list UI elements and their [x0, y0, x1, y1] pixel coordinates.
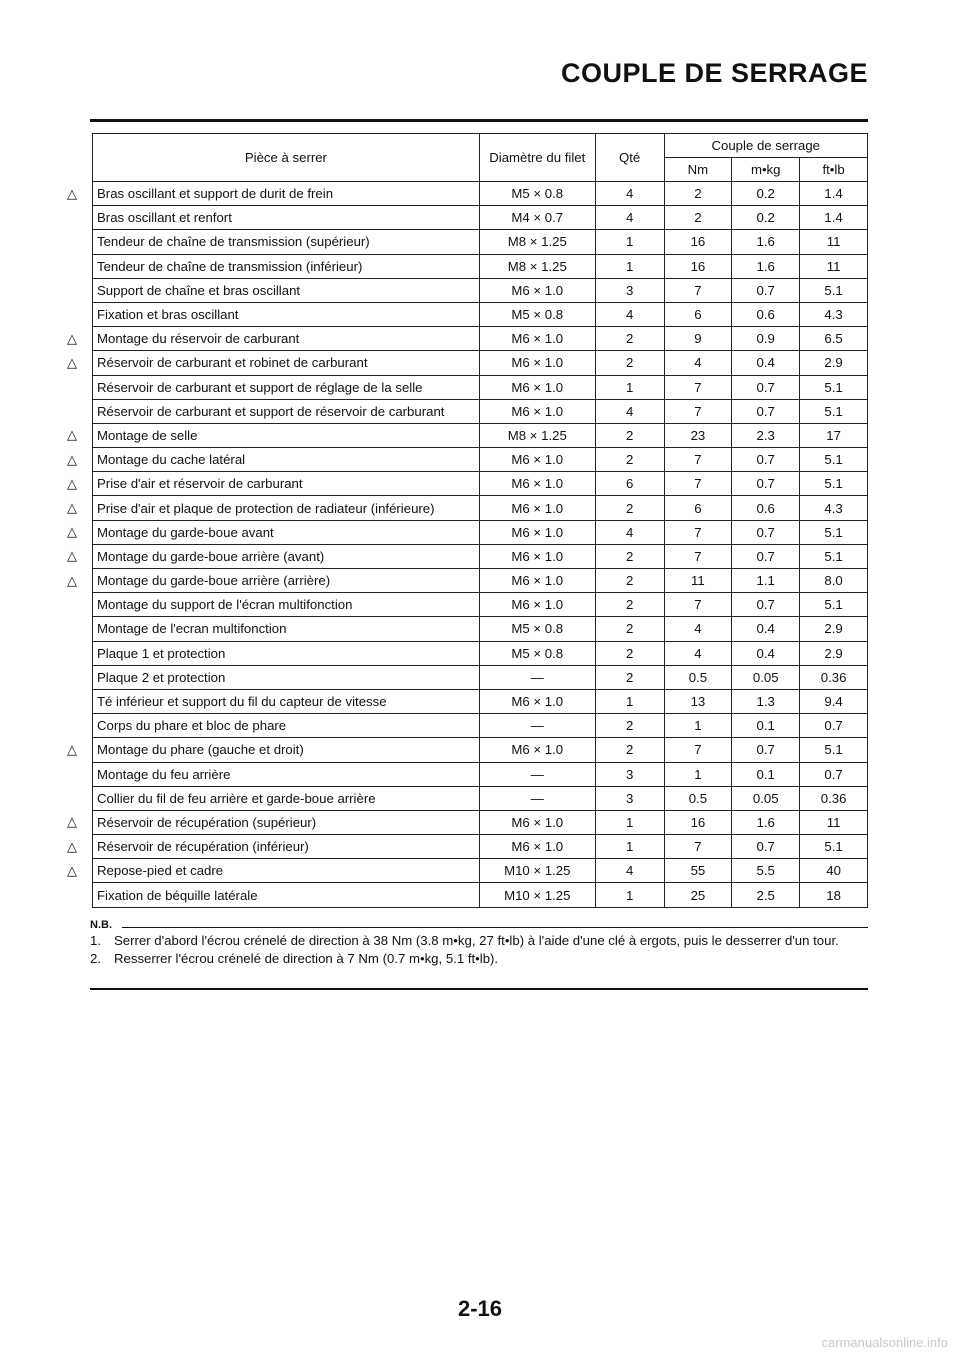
table-row: [93, 544, 868, 568]
ftlb-cell: 11: [800, 810, 868, 834]
diameter-cell: M5 × 0.8: [479, 641, 595, 665]
qty-cell: 4: [595, 302, 664, 326]
diameter-cell: M6 × 1.0: [479, 593, 595, 617]
mkg-cell: 0.6: [732, 496, 800, 520]
ftlb-cell: 5.1: [800, 738, 868, 762]
piece-cell: [93, 641, 480, 665]
nm-cell: 9: [664, 327, 732, 351]
qty-cell: 1: [595, 810, 664, 834]
mkg-cell: 0.7: [732, 738, 800, 762]
diameter-cell: M6 × 1.0: [479, 448, 595, 472]
piece-cell: [67, 182, 480, 206]
piece-text: Corps du phare et bloc de phare: [97, 718, 287, 734]
table-row: [93, 810, 868, 834]
piece-text: Montage du phare (gauche et droit): [97, 742, 304, 758]
ftlb-cell: 5.1: [800, 399, 868, 423]
piece-text: Montage de l'ecran multifonction: [97, 621, 287, 637]
table-row: [93, 278, 868, 302]
ftlb-cell: 17: [800, 423, 868, 447]
piece-cell: [93, 302, 480, 326]
table-row: [93, 883, 868, 907]
mkg-cell: 0.9: [732, 327, 800, 351]
nm-cell: 13: [664, 689, 732, 713]
mkg-cell: 0.2: [732, 206, 800, 230]
diameter-cell: M6 × 1.0: [479, 689, 595, 713]
piece-cell: [93, 617, 480, 641]
table-row: [93, 206, 868, 230]
piece-cell: [93, 762, 480, 786]
table-row: [93, 182, 868, 206]
diameter-cell: M6 × 1.0: [479, 810, 595, 834]
qty-cell: 2: [595, 593, 664, 617]
qty-cell: 3: [595, 786, 664, 810]
header-mkg: m•kg: [732, 158, 800, 182]
piece-text: Bras oscillant et support de durit de frein: [97, 186, 334, 202]
piece-text: Prise d'air et réservoir de carburant: [97, 476, 303, 492]
page-title: COUPLE DE SERRAGE: [560, 58, 868, 88]
mkg-cell: 0.6: [732, 302, 800, 326]
mkg-cell: 0.4: [732, 617, 800, 641]
piece-text: Montage du cache latéral: [97, 452, 246, 468]
triangle-mark-icon: △: [67, 862, 77, 878]
diameter-cell: —: [479, 762, 595, 786]
ftlb-cell: 1.4: [800, 182, 868, 206]
nm-cell: 11: [664, 569, 732, 593]
ftlb-cell: 2.9: [800, 641, 868, 665]
mkg-cell: 0.7: [732, 593, 800, 617]
mkg-cell: 1.6: [732, 254, 800, 278]
qty-cell: 1: [595, 835, 664, 859]
table-row: [93, 859, 868, 883]
diameter-cell: M6 × 1.0: [479, 327, 595, 351]
mkg-cell: 0.4: [732, 641, 800, 665]
nm-cell: 2: [664, 182, 732, 206]
piece-cell: [93, 665, 480, 689]
nm-cell: 23: [664, 423, 732, 447]
table-row: [93, 569, 868, 593]
diameter-cell: M8 × 1.25: [479, 230, 595, 254]
ftlb-cell: 18: [800, 883, 868, 907]
triangle-mark-icon: △: [67, 451, 77, 467]
piece-text: Montage du garde-boue avant: [97, 524, 274, 540]
table-row: [93, 302, 868, 326]
bottom-rule: [90, 988, 868, 990]
qty-cell: 2: [595, 617, 664, 641]
ftlb-cell: 1.4: [800, 206, 868, 230]
mkg-cell: 2.3: [732, 423, 800, 447]
piece-text: Réservoir de carburant et robinet de carburant: [97, 355, 368, 371]
ftlb-cell: 2.9: [800, 351, 868, 375]
mkg-cell: 0.7: [732, 544, 800, 568]
nm-cell: 1: [664, 762, 732, 786]
nm-cell: 7: [664, 520, 732, 544]
ftlb-cell: 0.7: [800, 762, 868, 786]
nm-cell: 7: [664, 375, 732, 399]
piece-cell: [67, 835, 480, 859]
diameter-cell: —: [479, 786, 595, 810]
table-row: [93, 399, 868, 423]
table-row: [93, 423, 868, 447]
diameter-cell: M6 × 1.0: [479, 520, 595, 544]
diameter-cell: M8 × 1.25: [479, 254, 595, 278]
ftlb-cell: 11: [800, 254, 868, 278]
table-row: [93, 835, 868, 859]
nm-cell: 16: [664, 810, 732, 834]
diameter-cell: M8 × 1.25: [479, 423, 595, 447]
nm-cell: 7: [664, 399, 732, 423]
header-piece: Pièce à serrer: [93, 134, 480, 182]
mkg-cell: 1.6: [732, 230, 800, 254]
piece-cell: [67, 351, 480, 375]
nm-cell: 0.5: [664, 665, 732, 689]
mkg-cell: 0.1: [732, 714, 800, 738]
nm-cell: 4: [664, 641, 732, 665]
diameter-cell: M6 × 1.0: [479, 738, 595, 762]
ftlb-cell: 0.36: [800, 665, 868, 689]
header-diameter: Diamètre du filet: [479, 134, 595, 182]
qty-cell: 1: [595, 375, 664, 399]
watermark: carmanualsonline.info: [821, 1335, 948, 1350]
piece-cell: [93, 206, 480, 230]
diameter-cell: M6 × 1.0: [479, 375, 595, 399]
note-item: [90, 932, 868, 950]
notes-list: [90, 932, 868, 968]
piece-text: Repose-pied et cadre: [97, 863, 224, 879]
diameter-cell: M6 × 1.0: [479, 399, 595, 423]
ftlb-cell: 5.1: [800, 544, 868, 568]
mkg-cell: 0.05: [732, 665, 800, 689]
qty-cell: 2: [595, 544, 664, 568]
nm-cell: 16: [664, 230, 732, 254]
table-row: [93, 351, 868, 375]
qty-cell: 4: [595, 206, 664, 230]
diameter-cell: M5 × 0.8: [479, 617, 595, 641]
piece-text: Réservoir de carburant et support de réglage de la selle: [97, 379, 423, 395]
mkg-cell: 1.6: [732, 810, 800, 834]
mkg-cell: 0.7: [732, 520, 800, 544]
diameter-cell: M6 × 1.0: [479, 472, 595, 496]
nm-cell: 2: [664, 206, 732, 230]
nm-cell: 7: [664, 835, 732, 859]
triangle-mark-icon: △: [67, 572, 77, 588]
piece-cell: [67, 520, 480, 544]
diameter-cell: M6 × 1.0: [479, 835, 595, 859]
qty-cell: 1: [595, 883, 664, 907]
mkg-cell: 0.7: [732, 472, 800, 496]
piece-text: Montage du support de l'écran multifonction: [97, 597, 353, 613]
qty-cell: 2: [595, 496, 664, 520]
piece-text: Support de chaîne et bras oscillant: [97, 282, 301, 298]
piece-text: Bras oscillant et renfort: [97, 210, 232, 226]
triangle-mark-icon: △: [67, 814, 77, 830]
piece-cell: [67, 423, 480, 447]
piece-text: Montage de selle: [97, 427, 198, 443]
piece-text: Montage du garde-boue arrière (arrière): [97, 573, 331, 589]
table-row: [93, 738, 868, 762]
piece-text: Collier du fil de feu arrière et garde-boue arrière: [97, 790, 376, 806]
qty-cell: 2: [595, 448, 664, 472]
table-row: [93, 641, 868, 665]
mkg-cell: 0.7: [732, 835, 800, 859]
piece-cell: [67, 738, 480, 762]
ftlb-cell: 5.1: [800, 835, 868, 859]
ftlb-cell: 5.1: [800, 472, 868, 496]
triangle-mark-icon: △: [67, 838, 77, 854]
table-row: [93, 496, 868, 520]
header-ftlb: ft•lb: [800, 158, 868, 182]
nm-cell: 7: [664, 278, 732, 302]
table-row: [93, 665, 868, 689]
diameter-cell: M6 × 1.0: [479, 351, 595, 375]
qty-cell: 2: [595, 351, 664, 375]
table-row: [93, 230, 868, 254]
piece-cell: [67, 496, 480, 520]
piece-cell: [93, 278, 480, 302]
ftlb-cell: 8.0: [800, 569, 868, 593]
ftlb-cell: 5.1: [800, 278, 868, 302]
qty-cell: 2: [595, 423, 664, 447]
diameter-cell: M5 × 0.8: [479, 182, 595, 206]
qty-cell: 3: [595, 762, 664, 786]
note-text: Resserrer l'écrou crénelé de direction à 7 Nm (0.7 m•kg, 5.1 ft•lb).: [114, 951, 499, 966]
diameter-cell: M6 × 1.0: [479, 569, 595, 593]
nm-cell: 7: [664, 544, 732, 568]
torque-table: [67, 133, 868, 908]
ftlb-cell: 40: [800, 859, 868, 883]
piece-text: Réservoir de récupération (supérieur): [97, 814, 317, 830]
ftlb-cell: 4.3: [800, 302, 868, 326]
piece-cell: [93, 689, 480, 713]
piece-cell: [93, 883, 480, 907]
qty-cell: 2: [595, 738, 664, 762]
piece-cell: [67, 327, 480, 351]
piece-cell: [93, 714, 480, 738]
notes-label: N.B.: [90, 919, 112, 931]
triangle-mark-icon: △: [67, 475, 77, 491]
piece-cell: [67, 859, 480, 883]
diameter-cell: M10 × 1.25: [479, 883, 595, 907]
diameter-cell: M6 × 1.0: [479, 544, 595, 568]
table-row: [93, 520, 868, 544]
table-row: [93, 448, 868, 472]
qty-cell: 1: [595, 254, 664, 278]
mkg-cell: 0.4: [732, 351, 800, 375]
mkg-cell: 0.05: [732, 786, 800, 810]
ftlb-cell: 0.7: [800, 714, 868, 738]
title-rule: [90, 119, 868, 122]
triangle-mark-icon: △: [67, 500, 77, 516]
mkg-cell: 0.7: [732, 278, 800, 302]
qty-cell: 2: [595, 327, 664, 351]
diameter-cell: —: [479, 665, 595, 689]
piece-text: Tendeur de chaîne de transmission (inférieur): [97, 258, 363, 274]
nm-cell: 4: [664, 617, 732, 641]
piece-cell: [67, 448, 480, 472]
nm-cell: 7: [664, 593, 732, 617]
table-row: [93, 762, 868, 786]
header-qty: Qté: [595, 134, 664, 182]
ftlb-cell: 6.5: [800, 327, 868, 351]
diameter-cell: M6 × 1.0: [479, 496, 595, 520]
qty-cell: 3: [595, 278, 664, 302]
note-number: 2.: [90, 951, 101, 966]
table-body: [67, 182, 868, 908]
table-row: [93, 593, 868, 617]
note-text: Serrer d'abord l'écrou crénelé de direction à 38 Nm (3.8 m•kg, 27 ft•lb) à l'aide d'une clé à ergots, puis le desserrer d'un tour.: [114, 933, 839, 948]
diameter-cell: —: [479, 714, 595, 738]
qty-cell: 1: [595, 689, 664, 713]
diameter-cell: M6 × 1.0: [479, 278, 595, 302]
piece-cell: [93, 375, 480, 399]
diameter-cell: M4 × 0.7: [479, 206, 595, 230]
piece-text: Réservoir de carburant et support de réservoir de carburant: [97, 403, 445, 419]
piece-text: Montage du feu arrière: [97, 766, 231, 782]
table-row: [93, 714, 868, 738]
piece-text: Tendeur de chaîne de transmission (supérieur): [97, 234, 370, 250]
qty-cell: 4: [595, 520, 664, 544]
mkg-cell: 2.5: [732, 883, 800, 907]
mkg-cell: 0.1: [732, 762, 800, 786]
piece-text: Té inférieur et support du fil du capteur de vitesse: [97, 694, 387, 710]
qty-cell: 2: [595, 641, 664, 665]
qty-cell: 6: [595, 472, 664, 496]
qty-cell: 1: [595, 230, 664, 254]
ftlb-cell: 5.1: [800, 593, 868, 617]
piece-text: Plaque 1 et protection: [97, 645, 226, 661]
table-row: [93, 327, 868, 351]
piece-cell: [93, 593, 480, 617]
ftlb-cell: 4.3: [800, 496, 868, 520]
note-number: 1.: [90, 933, 101, 948]
triangle-mark-icon: △: [67, 524, 77, 540]
mkg-cell: 0.2: [732, 182, 800, 206]
nm-cell: 1: [664, 714, 732, 738]
ftlb-cell: 2.9: [800, 617, 868, 641]
table-row: [93, 254, 868, 278]
nm-cell: 7: [664, 738, 732, 762]
ftlb-cell: 11: [800, 230, 868, 254]
triangle-mark-icon: △: [67, 354, 77, 370]
table-header: [93, 134, 868, 182]
mkg-cell: 0.7: [732, 375, 800, 399]
nm-cell: 25: [664, 883, 732, 907]
ftlb-cell: 5.1: [800, 520, 868, 544]
table-row: [93, 786, 868, 810]
piece-cell: [93, 230, 480, 254]
mkg-cell: 0.7: [732, 399, 800, 423]
ftlb-cell: 5.1: [800, 375, 868, 399]
nm-cell: 4: [664, 351, 732, 375]
piece-text: Montage du garde-boue arrière (avant): [97, 548, 325, 564]
ftlb-cell: 9.4: [800, 689, 868, 713]
nm-cell: 6: [664, 496, 732, 520]
mkg-cell: 1.3: [732, 689, 800, 713]
qty-cell: 4: [595, 859, 664, 883]
triangle-mark-icon: △: [67, 427, 77, 443]
nm-cell: 7: [664, 448, 732, 472]
triangle-mark-icon: △: [67, 548, 77, 564]
qty-cell: 4: [595, 182, 664, 206]
piece-cell: [93, 254, 480, 278]
piece-text: Réservoir de récupération (inférieur): [97, 839, 309, 855]
qty-cell: 2: [595, 714, 664, 738]
mkg-cell: 0.7: [732, 448, 800, 472]
nm-cell: 7: [664, 472, 732, 496]
triangle-mark-icon: △: [67, 741, 77, 757]
piece-cell: [67, 544, 480, 568]
ftlb-cell: 5.1: [800, 448, 868, 472]
piece-text: Montage du réservoir de carburant: [97, 331, 300, 347]
note-item: [90, 950, 868, 968]
table-row: [93, 375, 868, 399]
diameter-cell: M10 × 1.25: [479, 859, 595, 883]
piece-cell: [67, 569, 480, 593]
triangle-mark-icon: △: [67, 330, 77, 346]
header-nm: Nm: [664, 158, 732, 182]
piece-text: Fixation et bras oscillant: [97, 307, 239, 323]
nm-cell: 55: [664, 859, 732, 883]
piece-cell: [67, 472, 480, 496]
table-row: [93, 689, 868, 713]
piece-cell: [93, 786, 480, 810]
qty-cell: 2: [595, 665, 664, 689]
header-torque-group: Couple de serrage: [664, 134, 868, 158]
qty-cell: 2: [595, 569, 664, 593]
qty-cell: 4: [595, 399, 664, 423]
piece-cell: [67, 810, 480, 834]
nm-cell: 16: [664, 254, 732, 278]
table-row: [93, 472, 868, 496]
mkg-cell: 5.5: [732, 859, 800, 883]
table-row: [93, 617, 868, 641]
triangle-mark-icon: △: [67, 185, 77, 201]
piece-text: Fixation de béquille latérale: [97, 887, 258, 903]
mkg-cell: 1.1: [732, 569, 800, 593]
notes-rule: [122, 927, 868, 928]
piece-text: Prise d'air et plaque de protection de radiateur (inférieure): [97, 500, 435, 516]
nm-cell: 6: [664, 302, 732, 326]
piece-text: Plaque 2 et protection: [97, 669, 226, 685]
page-number: 2-16: [457, 1296, 503, 1321]
ftlb-cell: 0.36: [800, 786, 868, 810]
nm-cell: 0.5: [664, 786, 732, 810]
piece-cell: [93, 399, 480, 423]
diameter-cell: M5 × 0.8: [479, 302, 595, 326]
